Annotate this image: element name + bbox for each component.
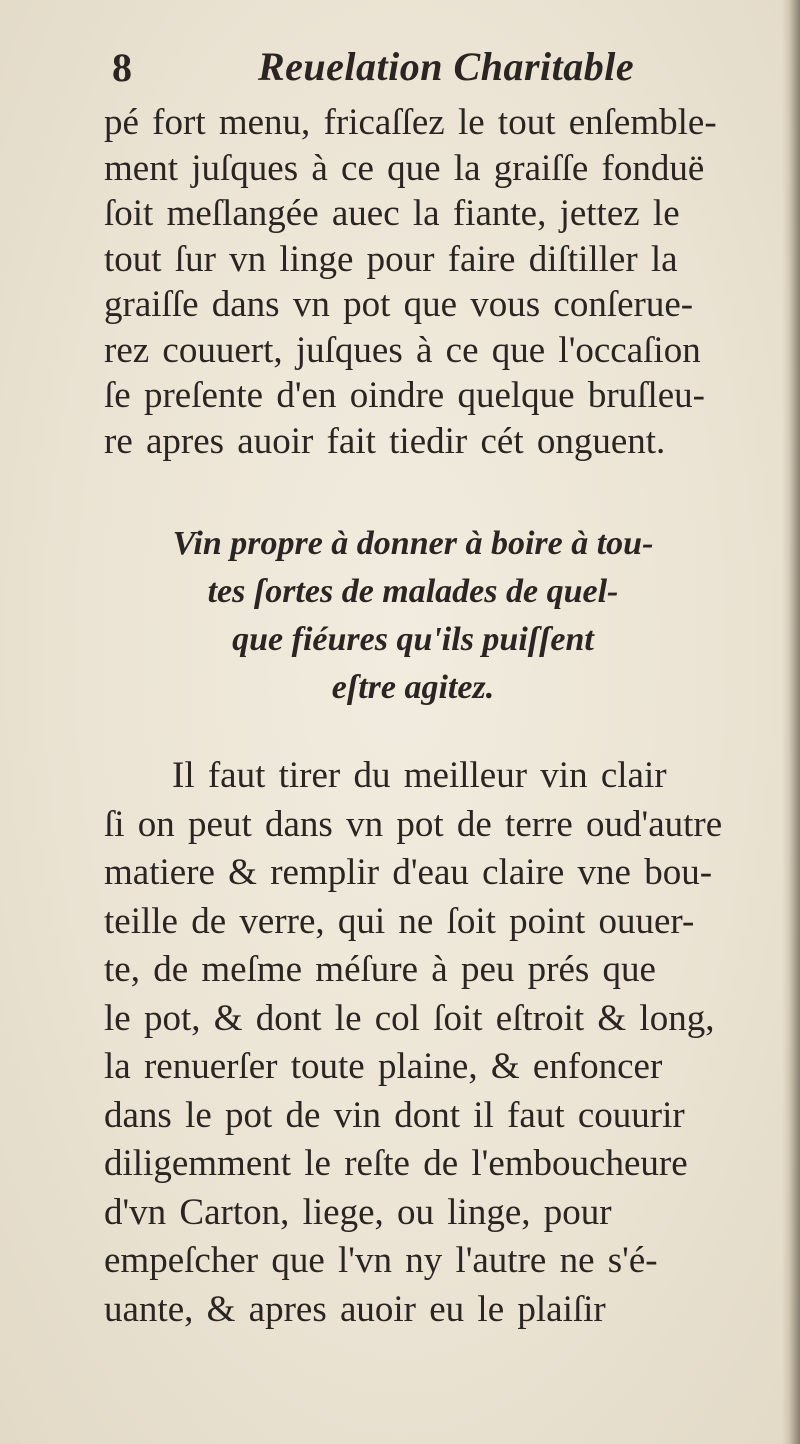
page-gutter-shadow xyxy=(782,0,800,1444)
heading-line: Vin propre à donner à boire à tou- xyxy=(172,525,654,562)
page-number: 8 xyxy=(112,45,132,90)
text-line: ſi on peut dans vn pot de terre oud'autre xyxy=(104,803,723,845)
text-line: ment juſques à ce que la graiſſe fonduë xyxy=(104,147,705,189)
heading-line: eſtre agitez. xyxy=(331,669,495,706)
text-line: uante, & apres auoir eu le plaiſir xyxy=(104,1288,606,1330)
text-line: graiſſe dans vn pot que vous conſerue- xyxy=(104,284,694,325)
page-header xyxy=(112,44,692,96)
text-line: d'vn Carton, liege, ou linge, pour xyxy=(104,1191,612,1233)
paragraph-1 xyxy=(104,100,784,464)
text-line: ſoit meſlangée auec la fiante, jettez le xyxy=(104,193,680,234)
text-line: empeſcher que l'vn ny l'autre ne s'é- xyxy=(104,1240,658,1281)
text-line: diligemment le reſte de l'emboucheure xyxy=(104,1143,688,1184)
text-line: rez couuert, juſques à ce que l'occaſion xyxy=(104,329,701,371)
heading-line: tes ſortes de malades de quel- xyxy=(207,573,619,610)
heading-line: que fiéures qu'ils puiſſent xyxy=(232,621,594,658)
text-line: re apres auoir fait tiedir cét onguent. xyxy=(104,420,666,462)
text-line: matiere & remplir d'eau claire vne bou- xyxy=(104,852,713,893)
text-line: te, de meſme méſure à peu prés que xyxy=(104,949,656,990)
text-line: ſe preſente d'en oindre quelque bruſleu- xyxy=(104,375,705,416)
running-title: Reuelation Charitable xyxy=(258,44,635,89)
paragraph-2 xyxy=(104,752,784,1334)
text-line: Il faut tirer du meilleur vin clair xyxy=(172,755,667,796)
section-heading xyxy=(118,520,708,712)
text-line: le pot, & dont le col ſoit eſtroit & long, xyxy=(104,997,715,1039)
text-line: la renuerſer toute plaine, & enfoncer xyxy=(104,1046,663,1087)
text-line: dans le pot de vin dont il faut couurir xyxy=(104,1094,685,1136)
text-line: teille de verre, qui ne ſoit point ouuer- xyxy=(104,900,695,942)
text-line: tout ſur vn linge pour faire diſtiller la xyxy=(104,238,678,280)
text-line: pé fort menu, fricaſſez le tout enſemble- xyxy=(104,102,717,143)
